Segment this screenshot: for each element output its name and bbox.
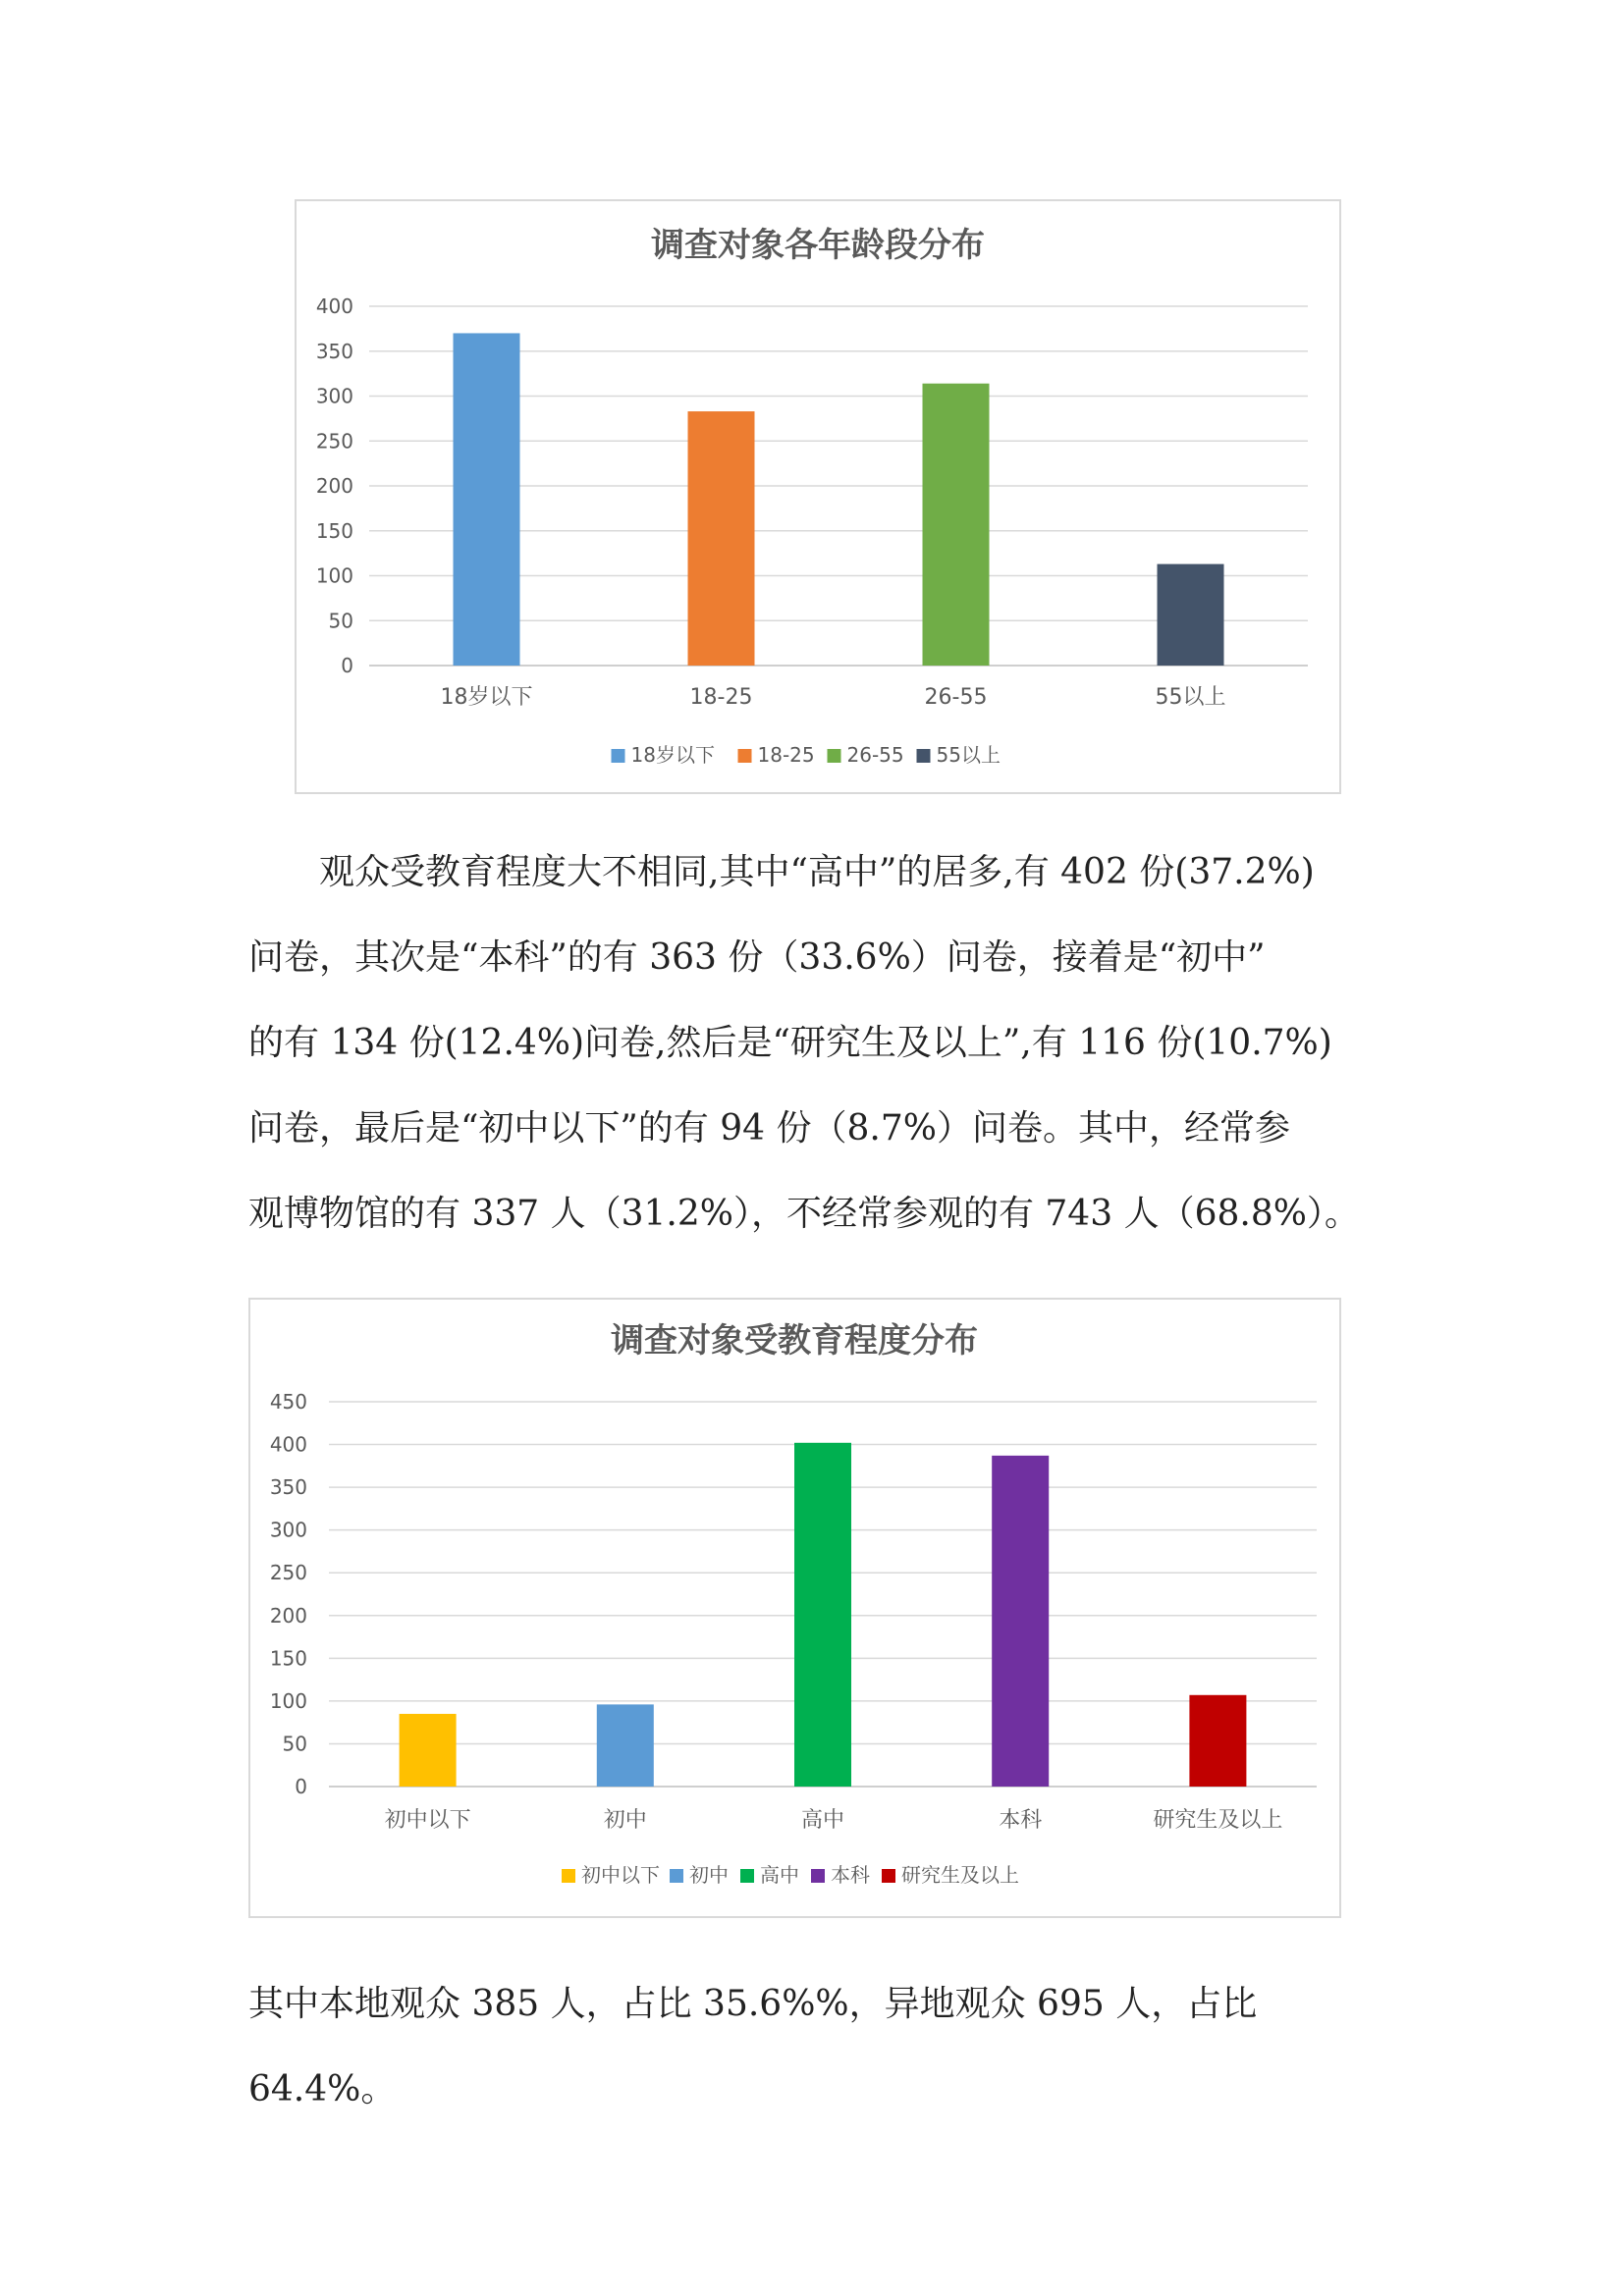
y-tick-label: 400 — [269, 1432, 307, 1457]
bar-5 — [1189, 1695, 1246, 1787]
paragraph-line: 观众受教育程度大不相同,其中“高中”的居多,有 402 份(37.2%) — [319, 852, 1315, 892]
y-tick-label: 300 — [315, 384, 353, 408]
x-tick-label: 55以上 — [1155, 685, 1226, 710]
x-tick-label: 18岁以下 — [440, 685, 533, 710]
bar-3 — [923, 384, 990, 666]
y-tick-label: 50 — [328, 609, 353, 633]
legend-label: 高中 — [760, 1863, 799, 1887]
legend-label: 26-55 — [846, 743, 904, 767]
legend-swatch-4 — [917, 749, 931, 763]
legend — [612, 743, 1001, 767]
legend-swatch-5 — [882, 1869, 895, 1883]
x-tick-label: 高中 — [800, 1808, 845, 1833]
y-tick-label: 150 — [315, 518, 353, 543]
paragraph-line: 问卷，最后是“初中以下”的有 94 份（8.7%）问卷。其中，经常参 — [248, 1108, 1290, 1148]
y-tick-label: 450 — [269, 1390, 307, 1414]
y-tick-label: 100 — [269, 1688, 307, 1713]
y-tick-label: 250 — [315, 429, 353, 454]
legend-swatch-3 — [828, 749, 841, 763]
bar-1 — [400, 1714, 457, 1787]
y-tick-label: 350 — [315, 339, 353, 363]
y-tick-label: 0 — [341, 654, 353, 677]
legend-swatch-1 — [562, 1869, 575, 1883]
paragraph-audience-origin — [248, 1961, 1387, 2132]
legend-label: 本科 — [831, 1863, 870, 1887]
legend-swatch-2 — [670, 1869, 683, 1883]
bar-2 — [597, 1704, 654, 1787]
y-tick-label: 0 — [295, 1775, 307, 1798]
bar-3 — [794, 1443, 851, 1787]
bar-1 — [454, 333, 520, 666]
legend — [562, 1863, 1019, 1887]
bar-4 — [1158, 564, 1224, 666]
education-chart-svg — [250, 1300, 1339, 1916]
paragraph-line: 的有 134 份(12.4%)问卷,然后是“研究生及以上”,有 116 份(10.7%) — [248, 1023, 1332, 1063]
paragraph-line: 问卷，其次是“本科”的有 363 份（33.6%）问卷，接着是“初中” — [248, 937, 1266, 978]
legend-label: 55以上 — [936, 743, 1001, 767]
y-tick-label: 100 — [315, 563, 353, 588]
bar-4 — [992, 1456, 1049, 1787]
y-tick-label: 400 — [315, 294, 353, 318]
x-tick-label: 本科 — [999, 1808, 1043, 1833]
age-chart — [295, 199, 1341, 794]
y-tick-label: 50 — [282, 1732, 307, 1756]
x-tick-label: 18-25 — [689, 685, 753, 710]
legend-swatch-1 — [612, 749, 625, 763]
x-tick-label: 研究生及以上 — [1153, 1808, 1283, 1833]
y-tick-label: 300 — [269, 1518, 307, 1542]
legend-swatch-4 — [811, 1869, 825, 1883]
age-chart-svg — [297, 201, 1339, 792]
y-tick-label: 150 — [269, 1646, 307, 1671]
paragraph-line: 观博物馆的有 337 人（31.2%），不经常参观的有 743 人（68.8%）。 — [248, 1194, 1360, 1234]
legend-label: 18岁以下 — [630, 743, 715, 767]
y-tick-label: 200 — [269, 1603, 307, 1628]
y-tick-label: 350 — [269, 1475, 307, 1500]
legend-swatch-3 — [740, 1869, 754, 1883]
x-tick-label: 初中以下 — [384, 1808, 471, 1833]
paragraph-line: 其中本地观众 385 人，占比 35.6%%，异地观众 695 人，占比 64.4%。 — [248, 1984, 1258, 2109]
x-tick-label: 26-55 — [924, 685, 988, 710]
legend-swatch-2 — [738, 749, 752, 763]
chart-title: 调查对象受教育程度分布 — [611, 1321, 978, 1361]
bar-2 — [688, 411, 755, 666]
education-chart — [248, 1298, 1341, 1918]
y-tick-label: 200 — [315, 474, 353, 498]
paragraph-education-summary — [248, 829, 1387, 1256]
legend-label: 研究生及以上 — [901, 1863, 1019, 1887]
legend-label: 18-25 — [757, 743, 815, 767]
legend-label: 初中以下 — [581, 1863, 660, 1887]
legend-label: 初中 — [689, 1863, 729, 1887]
y-tick-label: 250 — [269, 1561, 307, 1585]
x-tick-label: 初中 — [603, 1808, 647, 1833]
chart-title: 调查对象各年龄段分布 — [651, 226, 985, 265]
